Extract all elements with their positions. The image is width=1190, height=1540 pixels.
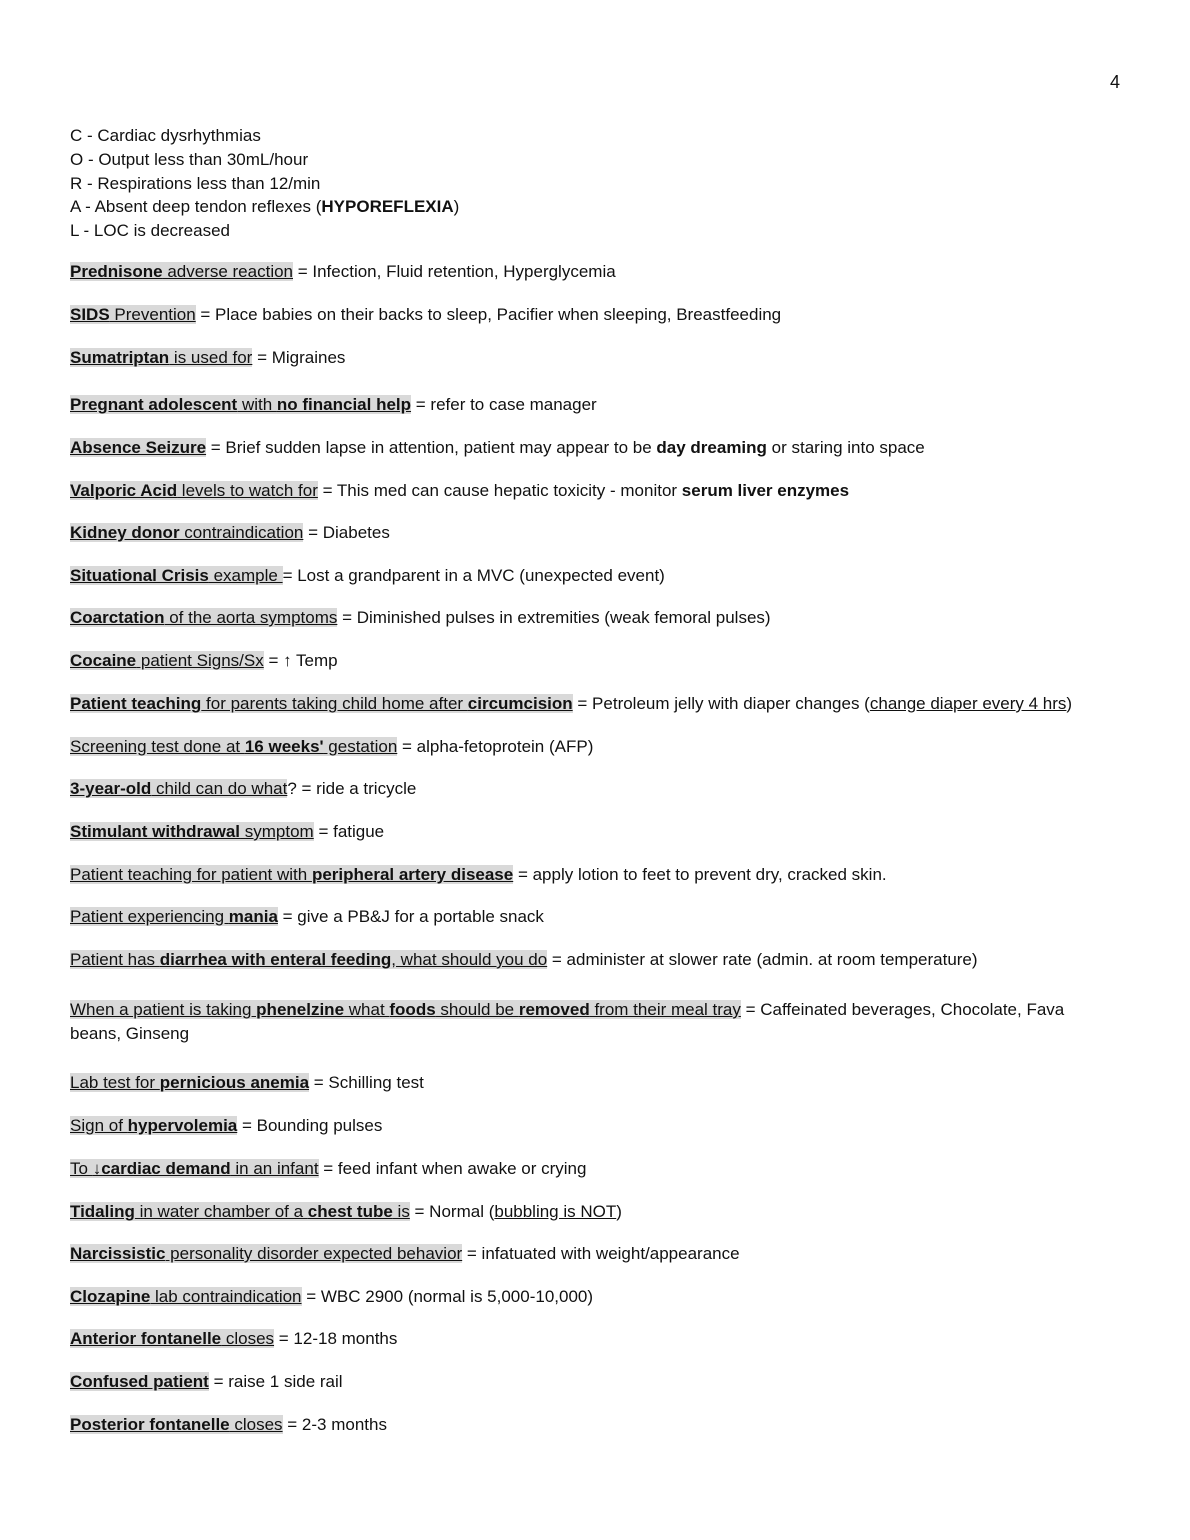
bold-term: Kidney donor xyxy=(70,523,180,542)
bold-term: Tidaling xyxy=(70,1202,135,1221)
mnemonic-line xyxy=(70,195,459,219)
note-entry xyxy=(70,1200,1120,1224)
highlighted-text: Patient has xyxy=(70,950,160,969)
note-entry xyxy=(70,606,1120,630)
note-entry xyxy=(70,1327,1120,1351)
bold-term: circumcision xyxy=(467,694,573,713)
text-segment: or staring into space xyxy=(766,438,925,457)
note-entry xyxy=(70,521,1120,545)
bold-term: diarrhea with enteral feeding xyxy=(159,950,392,969)
highlighted-text: example xyxy=(208,566,283,585)
note-entry xyxy=(70,905,1120,929)
text-segment: L - LOC is decreased xyxy=(70,221,230,241)
highlighted-text: When a patient is taking xyxy=(70,1000,257,1019)
note-entry xyxy=(70,820,1120,844)
highlighted-text: To xyxy=(70,1159,93,1178)
note-entry xyxy=(70,346,1120,370)
note-entry xyxy=(70,564,1120,588)
bold-term: 16 weeks' xyxy=(244,737,324,756)
highlighted-text: for parents taking child home after xyxy=(201,694,468,713)
bold-term: Stimulant withdrawal xyxy=(70,822,241,841)
page-number: 4 xyxy=(1109,72,1120,92)
text-segment: ) xyxy=(453,197,460,217)
bold-term: Coarctation xyxy=(70,608,165,627)
bold-term: pernicious anemia xyxy=(159,1073,310,1092)
note-entry xyxy=(70,393,1120,417)
note-entry xyxy=(70,948,1120,972)
highlighted-text: lab contraindication xyxy=(150,1287,302,1306)
text-segment: = Caffeinated beverages, Chocolate, Fava beans, Ginseng xyxy=(70,1000,1065,1043)
text-segment: = alpha-fetoprotein (AFP) xyxy=(397,737,594,756)
note-entry xyxy=(70,649,1120,673)
note-entry xyxy=(70,436,1120,460)
text-segment: A - Absent deep tendon reflexes ( xyxy=(70,197,322,217)
text-segment: = Normal ( xyxy=(409,1202,495,1221)
highlighted-text: closes xyxy=(229,1415,283,1434)
note-entry xyxy=(70,1071,1120,1095)
highlighted-text: from their meal tray xyxy=(589,1000,741,1019)
text-segment: = Brief sudden lapse in attention, patient may appear to be xyxy=(206,438,657,457)
text-segment: bubbling is NOT xyxy=(494,1202,617,1221)
note-entry xyxy=(70,692,1120,716)
mnemonic-line xyxy=(70,172,459,196)
bold-term: 3-year-old xyxy=(70,779,152,798)
bold-term: HYPOREFLEXIA xyxy=(321,197,454,217)
text-segment: = give a PB&J for a portable snack xyxy=(277,907,544,926)
bold-term: no financial help xyxy=(276,395,412,414)
text-segment: O - Output less than 30mL/hour xyxy=(70,149,309,169)
highlighted-text: Patient experiencing xyxy=(70,907,229,926)
highlighted-text: personality disorder expected behavior xyxy=(165,1244,463,1263)
highlighted-text: , what should you do xyxy=(391,950,548,969)
text-segment: = Diabetes xyxy=(303,523,390,542)
highlighted-text: with xyxy=(237,395,277,414)
text-segment: = WBC 2900 (normal is 5,000-10,000) xyxy=(301,1287,594,1306)
note-entry xyxy=(70,863,1120,887)
note-entry xyxy=(70,260,1120,284)
highlighted-text: closes xyxy=(221,1329,275,1348)
highlighted-text: should be xyxy=(435,1000,519,1019)
highlighted-text: in water chamber of a xyxy=(134,1202,308,1221)
note-entry xyxy=(70,735,1120,759)
text-segment: = infatuated with weight/appearance xyxy=(462,1244,740,1263)
highlighted-text: of the aorta symptoms xyxy=(164,608,338,627)
note-entry xyxy=(70,998,1120,1046)
text-segment: Temp xyxy=(291,651,338,670)
highlighted-text: child can do what xyxy=(151,779,288,798)
text-segment: = Diminished pulses in extremities (weak femoral pulses) xyxy=(337,608,771,627)
bold-term: Confused patient xyxy=(70,1372,209,1391)
mnemonic-list xyxy=(70,124,459,243)
note-entry xyxy=(70,303,1120,327)
highlighted-text: Patient teaching for patient with xyxy=(70,865,312,884)
text-segment: ) xyxy=(616,1202,622,1221)
bold-term: peripheral artery disease xyxy=(311,865,514,884)
bold-term: Posterior fontanelle xyxy=(70,1415,230,1434)
bold-term: Pregnant adolescent xyxy=(70,395,238,414)
text-segment: = 12-18 months xyxy=(274,1329,398,1348)
bold-term: mania xyxy=(228,907,278,926)
highlighted-text: Sign of xyxy=(70,1116,128,1135)
highlighted-text: levels to watch for xyxy=(177,481,318,500)
bold-term: ↑ xyxy=(283,651,292,670)
text-segment: = apply lotion to feet to prevent dry, cracked skin. xyxy=(513,865,887,884)
note-entry xyxy=(70,1242,1120,1266)
text-segment: = Schilling test xyxy=(309,1073,424,1092)
text-segment: R - Respirations less than 12/min xyxy=(70,173,321,193)
text-segment: = This med can cause hepatic toxicity - monitor xyxy=(317,481,682,500)
highlighted-text: adverse reaction xyxy=(162,262,293,281)
note-entry xyxy=(70,1157,1120,1181)
bold-term: Clozapine xyxy=(70,1287,151,1306)
bold-term: SIDS xyxy=(70,305,110,324)
bold-term: Sumatriptan xyxy=(70,348,170,367)
note-entry xyxy=(70,1114,1120,1138)
bold-term: foods xyxy=(389,1000,436,1019)
text-segment: = raise 1 side rail xyxy=(208,1372,343,1391)
bold-term: Narcissistic xyxy=(70,1244,166,1263)
bold-term: Cocaine xyxy=(70,651,137,670)
bold-term: phenelzine xyxy=(256,1000,345,1019)
highlighted-text: Prevention xyxy=(109,305,196,324)
bold-term: Prednisone xyxy=(70,262,163,281)
bold-term: Absence Seizure xyxy=(70,438,207,457)
text-segment: = xyxy=(263,651,284,670)
highlighted-text: Screening test done at xyxy=(70,737,245,756)
highlighted-text: is xyxy=(392,1202,410,1221)
text-segment: = Migraines xyxy=(252,348,346,367)
text-segment: = Lost a grandparent in a MVC (unexpected event) xyxy=(282,566,665,585)
note-entry xyxy=(70,1413,1120,1437)
highlighted-text: what xyxy=(344,1000,390,1019)
bold-term: serum liver enzymes xyxy=(681,481,850,500)
text-segment: C - Cardiac dysrhythmias xyxy=(70,126,261,145)
bold-term: Patient teaching xyxy=(70,694,202,713)
note-entry xyxy=(70,777,1120,801)
bold-term: Valporic Acid xyxy=(70,481,178,500)
bold-term: Situational Crisis xyxy=(70,566,209,585)
highlighted-text: symptom xyxy=(240,822,314,841)
mnemonic-line xyxy=(70,219,459,243)
text-segment: = Bounding pulses xyxy=(237,1116,383,1135)
bold-term: chest tube xyxy=(307,1202,393,1221)
bold-term: ↓cardiac demand xyxy=(92,1159,231,1178)
text-segment: change diaper every 4 hrs xyxy=(869,694,1067,713)
mnemonic-line xyxy=(70,124,459,148)
highlighted-text: Lab test for xyxy=(70,1073,160,1092)
mnemonic-line xyxy=(70,148,459,172)
note-entry xyxy=(70,479,1120,503)
note-entry xyxy=(70,1285,1120,1309)
highlighted-text: in an infant xyxy=(230,1159,319,1178)
bold-term: Anterior fontanelle xyxy=(70,1329,222,1348)
text-segment: ) xyxy=(1066,694,1073,713)
highlighted-text: gestation xyxy=(323,737,398,756)
text-segment: = Place babies on their backs to sleep, Pacifier when sleeping, Breastfeeding xyxy=(195,305,782,324)
bold-term: hypervolemia xyxy=(127,1116,238,1135)
note-entry xyxy=(70,1370,1120,1394)
text-segment: ? = ride a tricycle xyxy=(287,779,417,798)
text-segment: = feed infant when awake or crying xyxy=(318,1159,587,1178)
text-segment: = 2-3 months xyxy=(282,1415,387,1434)
text-segment: = administer at slower rate (admin. at room temperature) xyxy=(547,950,978,969)
highlighted-text: is used for xyxy=(169,348,253,367)
highlighted-text: patient Signs/Sx xyxy=(136,651,264,670)
bold-term: day dreaming xyxy=(656,438,767,457)
bold-term: removed xyxy=(518,1000,590,1019)
highlighted-text: contraindication xyxy=(179,523,304,542)
text-segment: = fatigue xyxy=(313,822,385,841)
text-segment: = Petroleum jelly with diaper changes ( xyxy=(572,694,870,713)
text-segment: = refer to case manager xyxy=(411,395,597,414)
text-segment: = Infection, Fluid retention, Hyperglycemia xyxy=(293,262,616,281)
